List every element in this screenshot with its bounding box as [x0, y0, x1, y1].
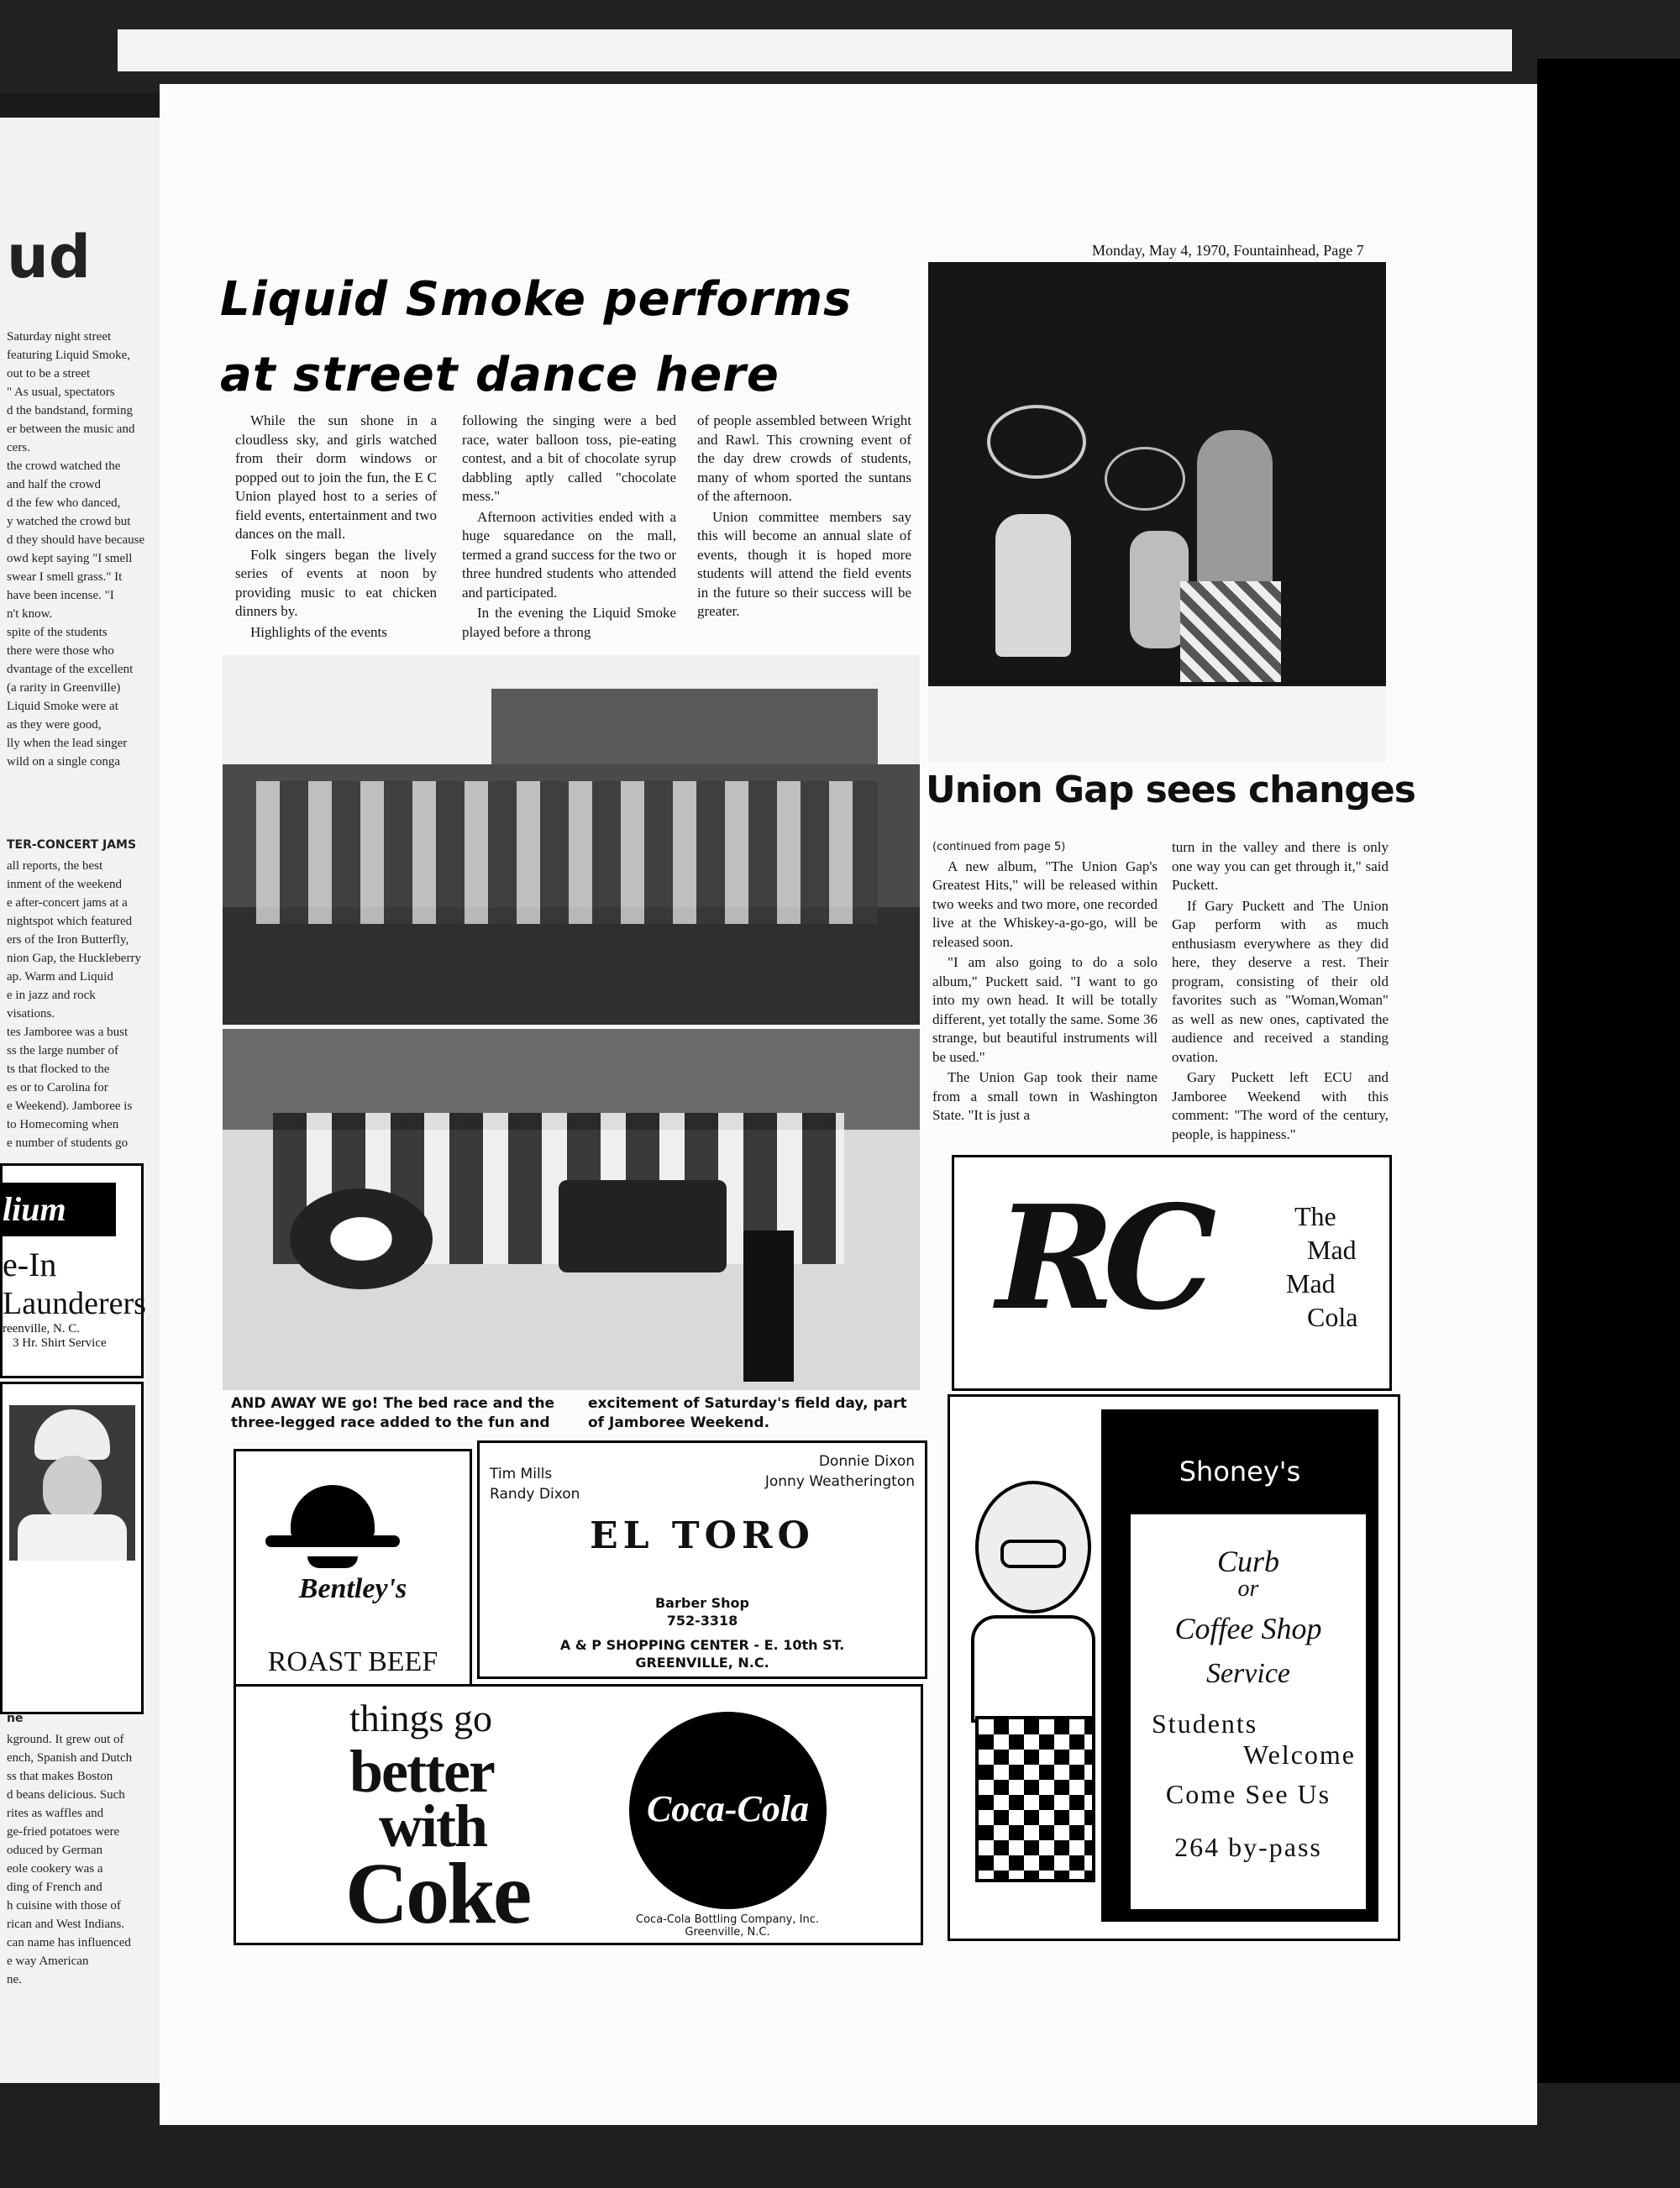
binding-edge — [1537, 59, 1680, 2159]
main-headline-line2: at street dance here — [220, 348, 780, 402]
left-text-line: tes Jamboree was a bust — [7, 1026, 129, 1039]
el-toro-ad — [477, 1440, 927, 1679]
left-subhead: TER-CONCERT JAMS — [7, 838, 137, 852]
left-text-line: ge-fried potatoes were — [7, 1825, 120, 1839]
left-text-line: er between the music and — [7, 422, 135, 436]
left-text-line: rites as waffles and — [7, 1807, 104, 1820]
chef-ad — [0, 1382, 144, 1714]
el-toro-barbers-left: Tim Mills Randy Dixon — [490, 1466, 580, 1503]
left-text-line: and half the crowd — [7, 478, 102, 491]
el-toro-barbers-right: Donnie Dixon Jonny Weatherington — [764, 1453, 915, 1490]
coke-slogan-line2: better — [349, 1738, 494, 1805]
left-text-line: wild on a single conga — [7, 755, 120, 769]
rc-tagline: The Mad Mad Cola — [1286, 1201, 1358, 1332]
left-text-line: y watched the crowd but — [7, 515, 131, 528]
left-text-line: nightspot which featured — [7, 915, 133, 928]
left-text-line: visations. — [7, 1007, 55, 1021]
left-text-line: ench, Spanish and Dutch — [7, 1751, 133, 1765]
left-text-line: oduced by German — [7, 1844, 103, 1857]
field-day-photo-1 — [223, 655, 920, 1025]
left-text-line: ne. — [7, 1973, 22, 1986]
el-toro-name: EL TORO — [590, 1514, 815, 1557]
left-text-line: ap. Warm and Liquid — [7, 970, 113, 984]
left-text-line: e way American — [7, 1955, 89, 1968]
left-text-line: lly when the lead singer — [7, 737, 128, 750]
left-text-line: dvantage of the excellent — [7, 663, 134, 676]
left-text-line: rican and West Indians. — [7, 1918, 125, 1931]
left-text-line: " As usual, spectators — [7, 386, 115, 399]
laundry-ad-line3: reenville, N. C. — [3, 1322, 81, 1335]
left-text-line: featuring Liquid Smoke, — [7, 349, 131, 362]
left-text-line: d beans delicious. Such — [7, 1788, 125, 1802]
bowler-hat-icon — [291, 1485, 375, 1540]
left-text-line: nion Gap, the Huckleberry — [7, 952, 141, 965]
left-text-line: inment of the weekend — [7, 878, 123, 891]
left-text-line: owd kept saying "I smell — [7, 552, 133, 565]
laundry-ad-line2: Launderers — [3, 1286, 146, 1321]
coke-slogan-line4: Coke — [345, 1845, 530, 1942]
bed-race-photo — [223, 1029, 920, 1390]
dateline: Monday, May 4, 1970, Fountainhead, Page 7 — [1092, 242, 1364, 259]
union-gap-column-2: turn in the valley and there is only one way you can get through it," said Puckett. If Gary Puckett and The Union Gap perform with as much enthusiasm everywhere as they did here, they deserve a rest. Their program, consisting of their old favorites such as "Woman,Woman" as well as new ones, captivated the audience and received a standing ovation. Gary Puckett left ECU and Jamboree Weekend with this comment: "The word of the century, people, is happiness." — [1172, 839, 1389, 1142]
left-text-line: e in jazz and rock — [7, 989, 96, 1002]
story-column-3: of people assembled between Wright and Rawl. This crowning event of the day drew crowds of students, many of whom sported the suntans of the afternoon. Union committee members say this will become an annual slate of events, though it is hoped more students will attend the field events in the future so their success will be greater. — [697, 412, 911, 619]
band-photo — [928, 262, 1386, 762]
left-headline: ud — [7, 223, 91, 291]
laundry-ad-line4: 3 Hr. Shirt Service — [13, 1336, 107, 1350]
bentleys-tagline: ROAST BEEF — [267, 1646, 438, 1677]
left-text-line: can name has influenced — [7, 1936, 131, 1949]
left-text-line: d they should have because — [7, 533, 145, 547]
coke-slogan-line1: things go — [349, 1697, 492, 1739]
bentleys-ad — [234, 1449, 472, 1702]
story-column-2: following the singing were a bed race, water balloon toss, pie-eating contest, and a bit of chocolate syrup dabbling aptly called "chocolate mess." Afternoon activities ended with a huge squaredance on the mall, termed a grand success for the two or three hundred students who attended and participated. In the evening the Liquid Smoke played before a throng — [462, 412, 676, 640]
shoneys-menu-board: Curb or Coffee Shop Service Students Welcome Come See Us 264 by-pass — [1131, 1514, 1366, 1909]
left-text-line: ers of the Iron Butterfly, — [7, 933, 129, 947]
shoneys-ad — [948, 1394, 1400, 1941]
left-text-line: ss that makes Boston — [7, 1770, 113, 1783]
left-text-line: ts that flocked to the — [7, 1063, 110, 1076]
left-text-line: e after-concert jams at a — [7, 896, 128, 910]
coke-ad — [234, 1684, 923, 1945]
left-text-line: (a rarity in Greenville) — [7, 681, 121, 695]
big-boy-figure — [958, 1430, 1101, 1918]
union-gap-headline: Union Gap sees changes — [926, 769, 1415, 811]
shoneys-name: Shoney's — [1179, 1456, 1301, 1488]
photo-caption-right: excitement of Saturday's field day, part of Jamboree Weekend. — [588, 1395, 907, 1431]
laundry-ad-script: lium — [3, 1183, 116, 1236]
photo-caption-left: AND AWAY WE go! The bed race and the three-legged race added to the fun and — [231, 1395, 555, 1431]
chef-photo — [9, 1405, 135, 1561]
left-text-line: out to be a street — [7, 367, 91, 380]
el-toro-details: Barber Shop 752-3318 A & P SHOPPING CENTER - E. 10th ST. GREENVILLE, N.C. — [559, 1595, 845, 1671]
laundry-ad-line1: e-In — [3, 1246, 57, 1283]
previous-page-strip — [118, 29, 1512, 71]
left-text-line: n't know. — [7, 607, 53, 621]
left-text-line: ss the large number of — [7, 1044, 119, 1057]
laundry-ad — [0, 1163, 144, 1378]
left-text-line: h cuisine with those of — [7, 1899, 121, 1913]
union-gap-column-1: (continued from page 5) A new album, "The Union Gap's Greatest Hits," will be released within two weeks and two more, one recorded live at the Whiskey-a-go-go, will be released soon. "I am also going to do a solo album," Puckett said. "I want to go into my own head. It will be totally different, yet totally the same. Some 36 strange, but beautiful instruments will be used." The Union Gap took their name from a small town in Washington State. "It is just a — [932, 841, 1158, 1123]
bentleys-name: Bentley's — [298, 1573, 407, 1604]
story-column-1: While the sun shone in a cloudless sky, and girls watched from their dorm windows or popped out to join the fun, the E C Union played host to a series of field events, entertainment and two dances on the mall. Folk singers began the lively series of events at noon by providing music to eat chicken dinners by. Highlights of the events — [235, 412, 437, 640]
main-headline-line1: Liquid Smoke performs — [220, 272, 853, 327]
left-text-line: have been incense. "I — [7, 589, 114, 602]
shoneys-sign — [1101, 1409, 1378, 1922]
mustache-icon — [307, 1556, 358, 1568]
left-text-line: d the bandstand, forming — [7, 404, 133, 417]
coke-bottler: Coca-Cola Bottling Company, Inc. Greenville, N.C. — [636, 1913, 819, 1939]
left-tail-head: ne — [7, 1712, 24, 1725]
left-text-line: the crowd watched the — [7, 459, 121, 473]
left-text-line: Saturday night street — [7, 330, 112, 344]
coke-slogan-line3: with — [379, 1792, 487, 1860]
left-text-line: e Weekend). Jamboree is — [7, 1099, 133, 1113]
left-page-fragment — [0, 118, 160, 2083]
left-text-line: spite of the students — [7, 626, 108, 639]
left-text-line: kground. It grew out of — [7, 1733, 124, 1746]
left-text-line: as they were good, — [7, 718, 102, 732]
left-text-line: es or to Carolina for — [7, 1081, 108, 1094]
coca-cola-logo: Coca-Cola — [629, 1712, 827, 1909]
left-text-line: to Homecoming when — [7, 1118, 119, 1131]
left-text-line: d the few who danced, — [7, 496, 121, 510]
left-text-line: all reports, the best — [7, 859, 103, 873]
left-text-line: swear I smell grass." It — [7, 570, 123, 584]
left-text-line: e number of students go — [7, 1136, 129, 1150]
left-text-line: Liquid Smoke were at — [7, 700, 118, 713]
left-text-line: eole cookery was a — [7, 1862, 103, 1876]
rc-cola-ad — [952, 1155, 1392, 1391]
left-text-line: cers. — [7, 441, 30, 454]
left-text-line: ding of French and — [7, 1881, 102, 1894]
left-text-line: there were those who — [7, 644, 114, 658]
rc-logo: RC — [996, 1174, 1205, 1342]
